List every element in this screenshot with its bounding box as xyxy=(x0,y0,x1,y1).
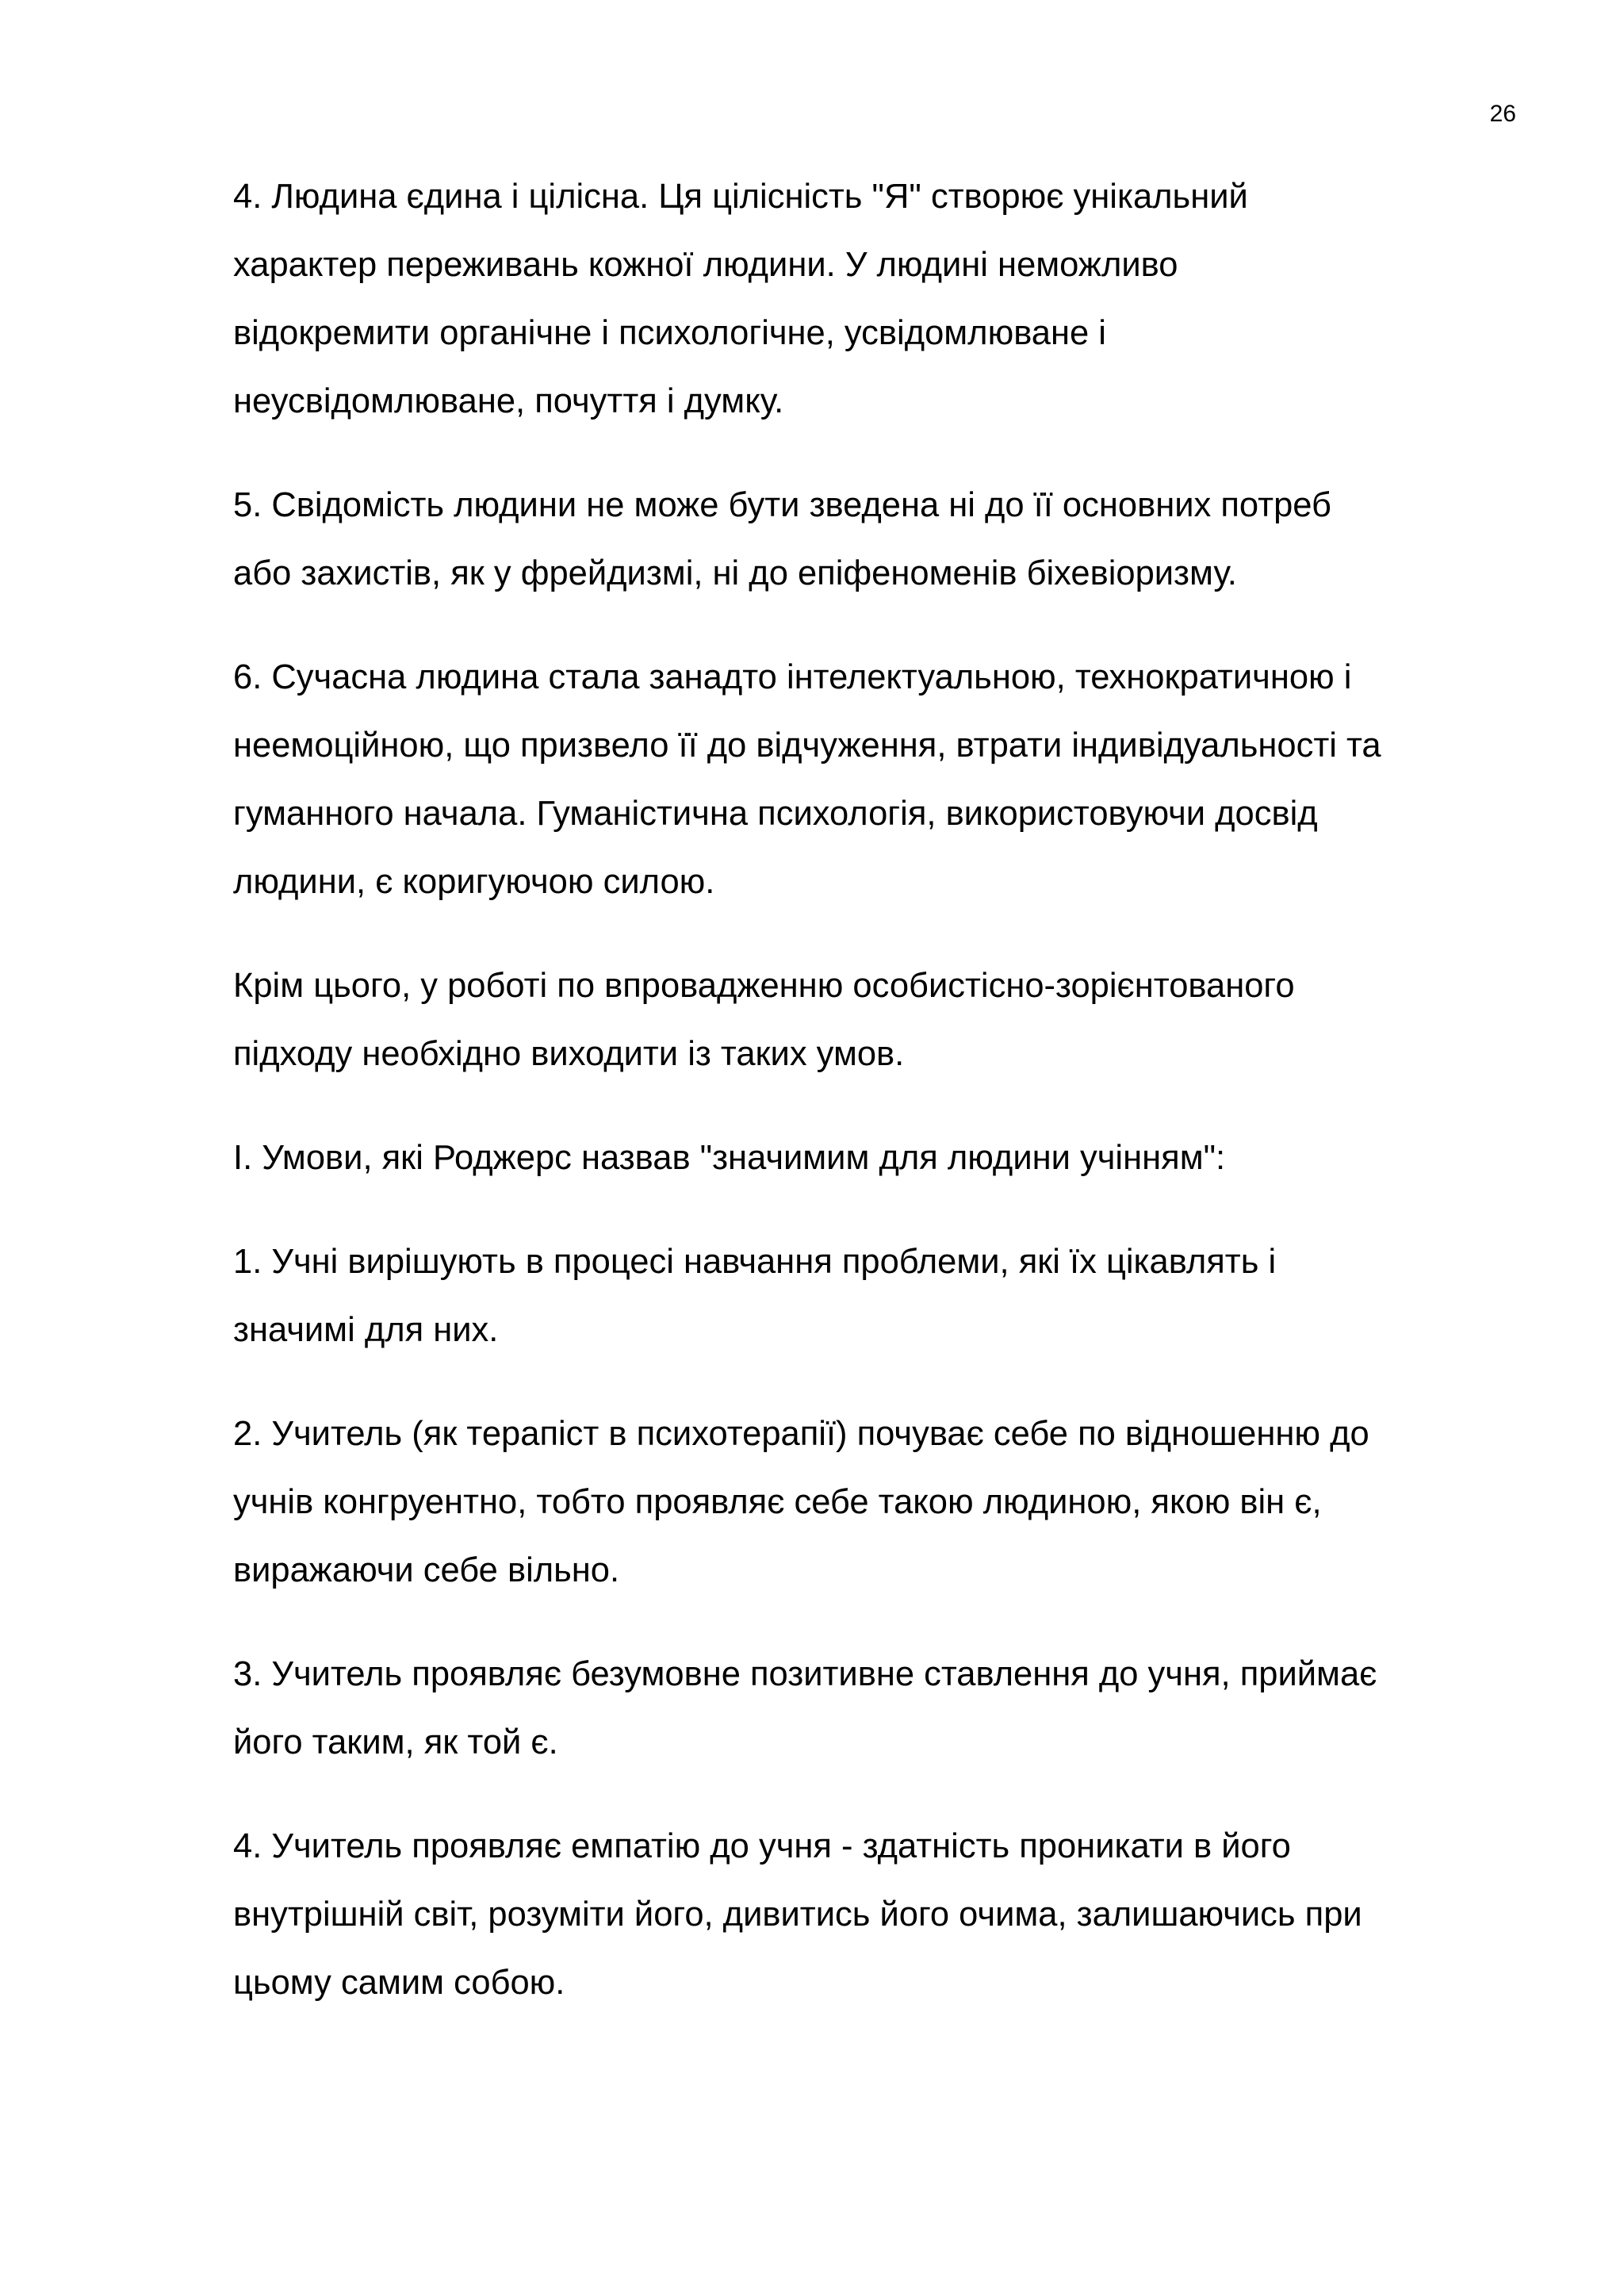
text-line: учнів конгруентно, тобто проявляє себе такою людиною, якою він є, xyxy=(233,1483,1322,1521)
text-line: людини, є коригуючою силою. xyxy=(233,863,715,901)
paragraph xyxy=(233,1400,1518,1604)
text-line: 4. Учитель проявляє емпатію до учня - здатність проникати в його xyxy=(233,1827,1291,1865)
paragraph xyxy=(233,1812,1518,2017)
paragraph xyxy=(233,1124,1518,1192)
paragraph xyxy=(233,471,1518,608)
text-line: 6. Сучасна людина стала занадто інтелектуальною, технократичною і xyxy=(233,658,1352,696)
text-line: виражаючи себе вільно. xyxy=(233,1551,620,1589)
text-line: неемоційною, що призвело її до відчуження, втрати індивідуальності та xyxy=(233,726,1381,765)
paragraph xyxy=(233,1640,1518,1777)
text-line: цьому самим собою. xyxy=(233,1964,565,2002)
text-line: неусвідомлюване, почуття і думку. xyxy=(233,382,784,420)
text-line: або захистів, як у фрейдизмі, ні до епіфеноменів біхевіоризму. xyxy=(233,554,1237,592)
text-line: 4. Людина єдина і цілісна. Ця цілісність "Я" створює унікальний xyxy=(233,178,1248,216)
text-line: характер переживань кожної людини. У людині неможливо xyxy=(233,246,1178,284)
text-line: відокремити органічне і психологічне, усвідомлюване і xyxy=(233,314,1106,352)
body-text xyxy=(233,163,1518,2053)
paragraph xyxy=(233,643,1518,916)
text-line: 5. Свідомість людини не може бути зведена ні до її основних потреб xyxy=(233,486,1331,524)
paragraph xyxy=(233,1228,1518,1364)
text-line: його таким, як той є. xyxy=(233,1723,558,1761)
text-line: внутрішній світ, розуміти його, дивитись його очима, залишаючись при xyxy=(233,1895,1362,1934)
text-line: 2. Учитель (як терапіст в психотерапії) почуває себе по відношенню до xyxy=(233,1415,1369,1453)
page-number: 26 xyxy=(1489,101,1516,127)
text-line: 3. Учитель проявляє безумовне позитивне ставлення до учня, приймає xyxy=(233,1655,1377,1693)
paragraph xyxy=(233,163,1518,435)
text-line: Крім цього, у роботі по впровадженню особистісно-зорієнтованого xyxy=(233,967,1295,1005)
text-line: 1. Учні вирішують в процесі навчання проблеми, які їх цікавлять і xyxy=(233,1243,1277,1281)
text-line: гуманного начала. Гуманістична психологія, використовуючи досвід xyxy=(233,795,1318,833)
paragraph xyxy=(233,952,1518,1088)
text-line: підходу необхідно виходити із таких умов. xyxy=(233,1035,905,1073)
text-line: I. Умови, які Роджерс назвав "значимим для людини учінням": xyxy=(233,1139,1226,1177)
text-line: значимі для них. xyxy=(233,1311,499,1349)
